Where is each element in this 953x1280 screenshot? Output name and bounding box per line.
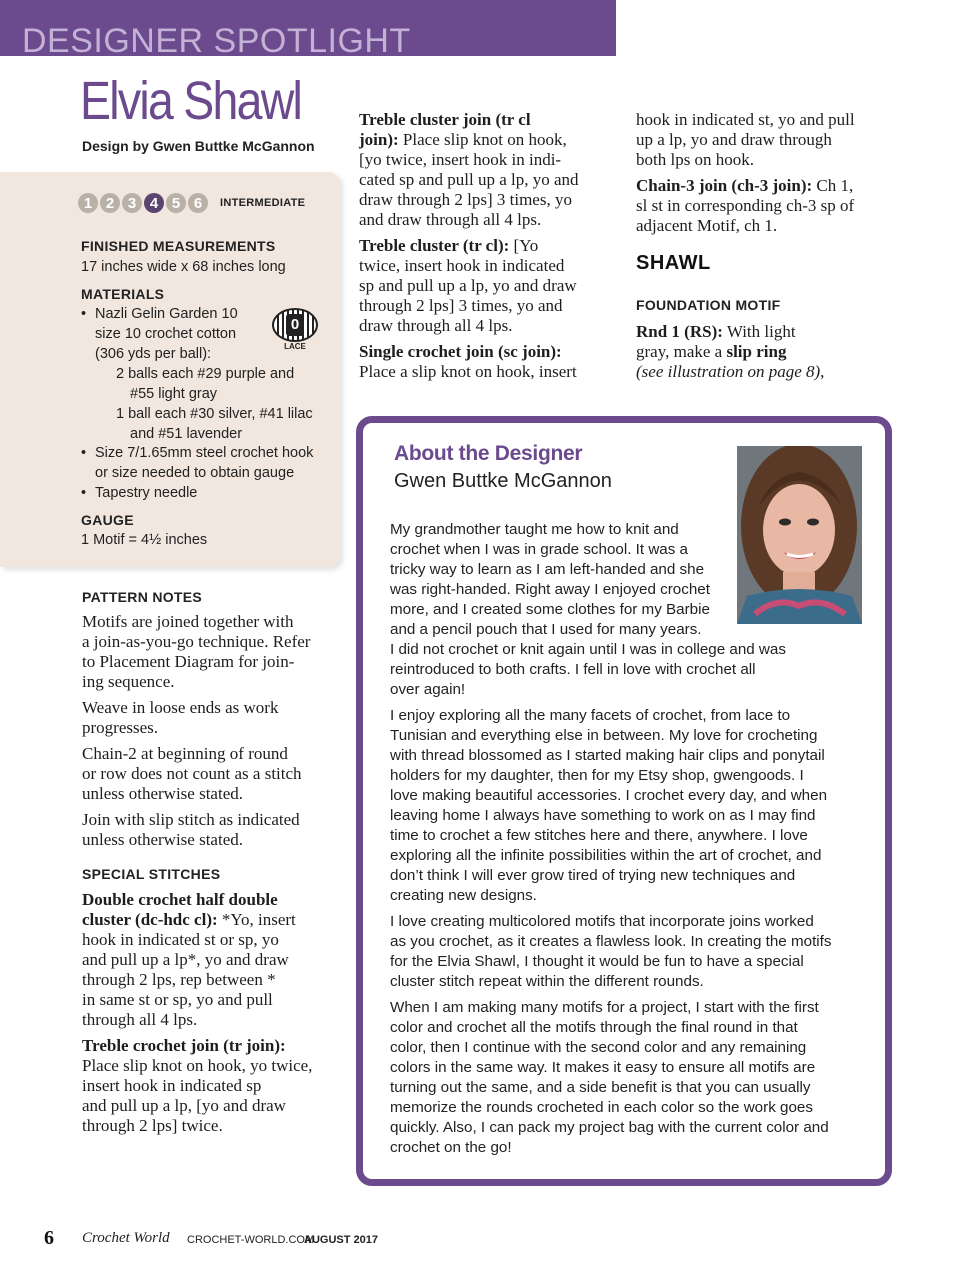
finished-heading: FINISHED MEASUREMENTS [81, 238, 276, 254]
materials-item-cont: or size needed to obtain gauge [95, 465, 295, 481]
rnd1-text: Rnd 1 (RS): With light gray, make a slip ring (see illustration on page 8), [636, 322, 825, 381]
gauge-text: 1 Motif = 4½ inches [81, 532, 208, 548]
materials-item: • Tapestry needle [81, 485, 198, 501]
special-stitches-heading: SPECIAL STITCHES [82, 866, 221, 882]
materials-item-cont: size 10 crochet cotton [95, 326, 237, 342]
column-3-text: hook in indicated st, yo and pull up a lp, yo and draw through both lps on hook. Chain-3 join (ch-3 join): Ch 1, sl st in corresponding ch-3 sp of adjacent Motif, ch 1. [636, 110, 855, 235]
materials-item: • Size 7/1.65mm steel crochet hook [81, 445, 314, 461]
page-title: Elvia Shawl [80, 71, 302, 131]
lace-weight-icon: 0 LACE [272, 308, 318, 354]
magazine-url: CROCHET-WORLD.COM [187, 1234, 315, 1246]
about-heading: About the Designer [394, 442, 583, 465]
materials-item: • Nazli Gelin Garden 10 [81, 306, 238, 322]
foundation-heading: FOUNDATION MOTIF [636, 297, 781, 313]
materials-item-cont: 2 balls each #29 purple and [116, 366, 295, 382]
special-stitches: Double crochet half double cluster (dc-hdc cl): *Yo, insert hook in indicated st or sp, yo and pull up a lp*, yo and draw through 2 lps, rep between * in same st or sp, yo and pull through all 4 lps. Treble crochet join (tr join): Place slip knot on hook, yo twice, insert hook in indicated sp and pull up a lp, [yo and draw through 2 lps] twice. [82, 890, 313, 1135]
skill-dot: 6 [188, 193, 208, 213]
skill-label: INTERMEDIATE [220, 197, 306, 209]
magazine-name: Crochet World [82, 1230, 170, 1246]
designer-name: Gwen Buttke McGannon [394, 470, 612, 492]
page-number: 6 [44, 1227, 54, 1249]
skill-dot: 1 [78, 193, 98, 213]
pattern-notes: Motifs are joined together with a join-as-you-go technique. Refer to Placement Diagram for join- ing sequence. Weave in loose ends as work progresses. Chain-2 at beginning of round or row does not count as a stitch unless otherwise stated. Join with slip stitch as indicated unless otherwise stated. [82, 612, 311, 849]
finished-text: 17 inches wide x 68 inches long [81, 259, 286, 275]
materials-item-cont: #55 light gray [130, 386, 218, 402]
materials-heading: MATERIALS [81, 286, 165, 302]
materials-item-cont: (306 yds per ball): [95, 346, 212, 362]
skill-dot: 5 [166, 193, 186, 213]
column-2-text: Treble cluster join (tr cl join): Place slip knot on hook, [yo twice, insert hook in indi- cated sp and pull up a lp, yo and draw through 2 lps] 3 times, yo and draw through all 4 lps. Treble cluster (tr cl): [Yo twice, insert hook in indicated sp and pull up a lp, yo and draw through 2 lps] 3 times, yo and draw through all 4 lps. Single crochet join (sc join): Place a slip knot on hook, insert [359, 110, 579, 381]
materials-item-cont: 1 ball each #30 silver, #41 lilac [116, 406, 313, 422]
section-banner [0, 0, 616, 56]
pattern-notes-heading: PATTERN NOTES [82, 589, 203, 605]
section-label: DESIGNER SPOTLIGHT [22, 22, 411, 56]
skill-level [78, 193, 305, 213]
skill-dot-active: 4 [144, 193, 164, 213]
gauge-heading: GAUGE [81, 512, 134, 528]
materials-item-cont: and #51 lavender [130, 426, 243, 442]
issue-date: AUGUST 2017 [304, 1234, 378, 1246]
design-credit: Design by Gwen Buttke McGannon [82, 138, 315, 154]
shawl-heading: SHAWL [636, 252, 711, 274]
skill-dot: 3 [122, 193, 142, 213]
about-text: My grandmother taught me how to knit and crochet when I was in grade school. It was a tricky way to learn as I am left-handed and she was right-handed. Right away I enjoyed crochet more, and I created some clothes for my Barbie and a pencil pouch that I used for many years. I did not crochet or knit again until I was in college and was reintroduced to both crafts. I fell in love with crochet all over again! I enjoy exploring all the many facets of crochet, from lace to Tunisian and everything else in between. My love for crocheting with thread blossomed as I started making hair clips and ponytail holders for my daughter, then for my Etsy shop, gwengoods. I love making beautiful accessories. I crochet every day, and when leaving home I always have something to work on as I may find time to crochet a few stitches here and there, anywhere. I love exploring all the infinite possibilities within the art of crochet, and don’t think I will ever grow tired of trying new techniques and creating new designs. I love creating multicolored motifs that incorporate joins worked as you crochet, as it creates a flawless look. In creating the motifs for the Elvia Shawl, I thought it would be fun to have a special cluster stitch repeat within the different rounds. When I am making many motifs for a project, I start with the first color and crochet all the motifs through the final round in that color, then I continue with the second color and any remaining colors in the same way. It makes it easy to ensure all motifs are turning out the same, and a side benefit is that you can usually memorize the rounds crocheted in each color so the work goes quickly. Also, I can pack my project bag with the current color and crochet on the go! [390, 521, 832, 1156]
skill-dot: 2 [100, 193, 120, 213]
